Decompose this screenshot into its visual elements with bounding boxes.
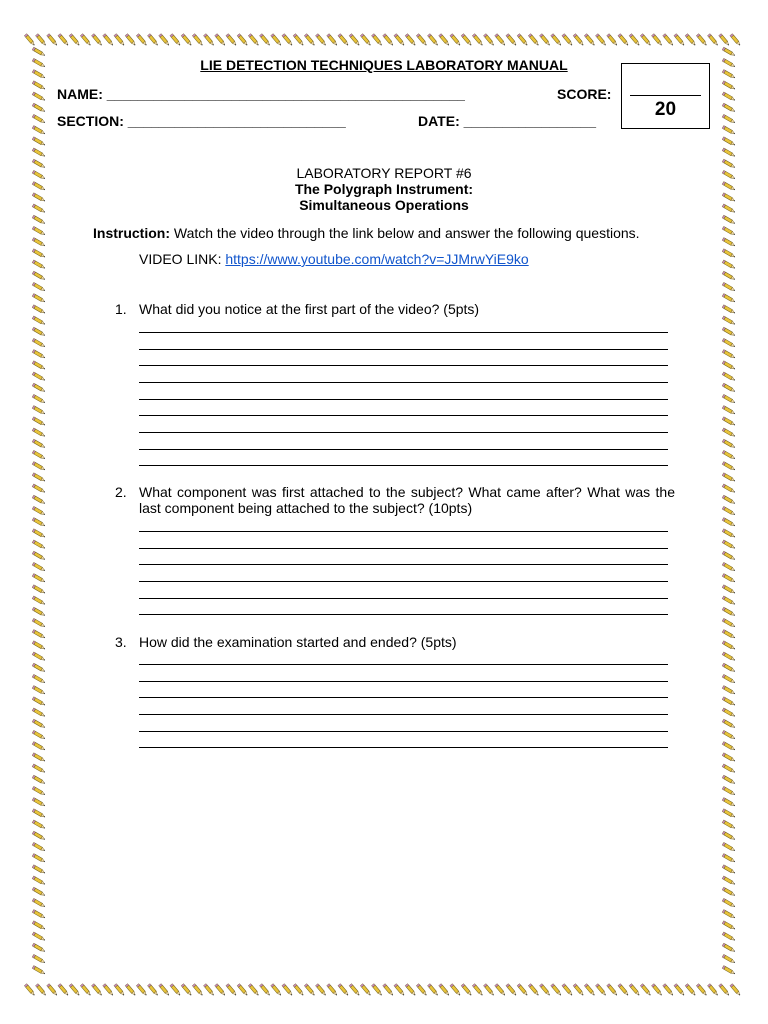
- answer-line[interactable]: [139, 664, 668, 665]
- video-link-line: [139, 251, 529, 267]
- answer-line[interactable]: [139, 697, 668, 698]
- report-heading: [0, 165, 768, 213]
- question-2-text: What component was first attached to the subject? What came after? What was the last component being attached to the subject? (10pts): [139, 484, 675, 516]
- report-subtitle-1: The Polygraph Instrument:: [294, 181, 474, 197]
- video-link-label: VIDEO LINK:: [139, 251, 226, 267]
- score-label: SCORE:: [557, 86, 612, 102]
- score-total: 20: [654, 99, 677, 120]
- answer-line[interactable]: [139, 681, 668, 682]
- answer-line[interactable]: [139, 714, 668, 715]
- question-1-number: 1.: [115, 301, 127, 317]
- answer-line[interactable]: [139, 564, 668, 565]
- instruction-label: Instruction:: [93, 225, 170, 241]
- answer-line[interactable]: [139, 531, 668, 532]
- answer-line[interactable]: [139, 415, 668, 416]
- name-field: NAME: ______________________________________________: [57, 86, 465, 102]
- answer-line[interactable]: [139, 365, 668, 366]
- answer-line[interactable]: [139, 731, 668, 732]
- answer-line[interactable]: [139, 581, 668, 582]
- manual-title: LIE DETECTION TECHNIQUES LABORATORY MANUAL: [200, 57, 568, 73]
- question-3-number: 3.: [115, 634, 127, 650]
- answer-line[interactable]: [139, 349, 668, 350]
- answer-line[interactable]: [139, 449, 668, 450]
- question-2-number: 2.: [115, 484, 127, 500]
- instruction: [93, 225, 640, 241]
- answer-line[interactable]: [139, 432, 668, 433]
- answer-line[interactable]: [139, 465, 668, 466]
- answer-line[interactable]: [139, 747, 668, 748]
- report-subtitle-2: Simultaneous Operations: [299, 197, 469, 213]
- date-field: DATE: _________________: [418, 113, 596, 129]
- score-blank-line: [630, 95, 701, 96]
- instruction-text: Watch the video through the link below and answer the following questions.: [170, 225, 640, 241]
- answer-line[interactable]: [139, 399, 668, 400]
- question-3-text: How did the examination started and ended? (5pts): [139, 634, 457, 650]
- video-link[interactable]: https://www.youtube.com/watch?v=JJMrwYiE9ko: [225, 251, 529, 267]
- section-field: SECTION: ____________________________: [57, 113, 346, 129]
- answer-line[interactable]: [139, 548, 668, 549]
- report-number: LABORATORY REPORT #6: [296, 165, 472, 181]
- score-box: [621, 63, 710, 129]
- answer-line[interactable]: [139, 614, 668, 615]
- question-1-text: What did you notice at the first part of the video? (5pts): [139, 301, 480, 317]
- answer-line[interactable]: [139, 332, 668, 333]
- answer-line[interactable]: [139, 598, 668, 599]
- answer-line[interactable]: [139, 382, 668, 383]
